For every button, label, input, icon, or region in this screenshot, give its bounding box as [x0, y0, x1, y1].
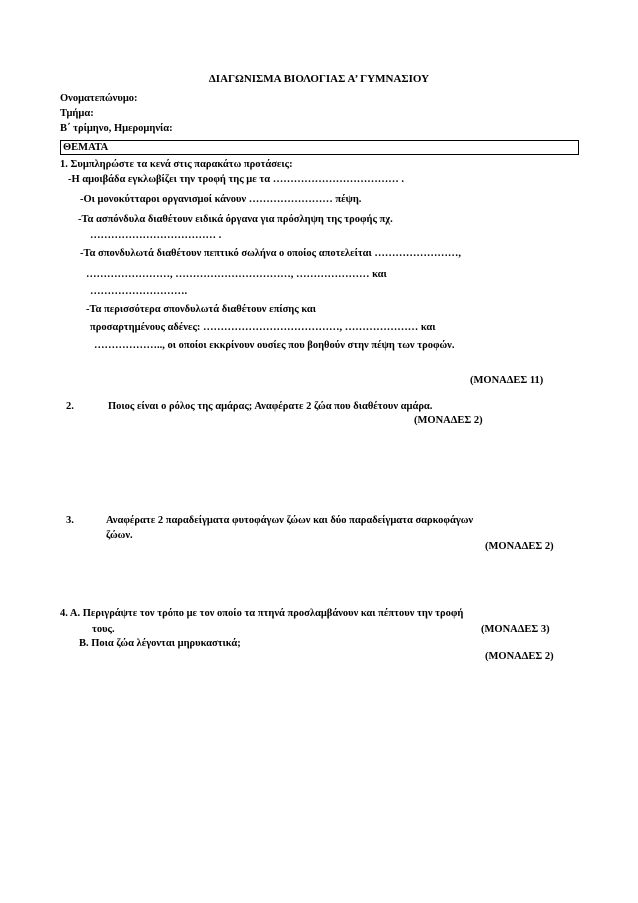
q1-line2: -Οι μονοκύτταροι οργανισμοί κάνουν …………………… πέψη.	[80, 194, 362, 205]
exam-title: ΔΙΑΓΩΝΙΣΜΑ ΒΙΟΛΟΓΙΑΣ Α’ ΓΥΜΝΑΣΙΟΥ	[208, 73, 430, 85]
q4a-text-line2: τους.	[92, 624, 115, 635]
q4b-text: Β. Ποια ζώα λέγονται μηρυκαστικά;	[79, 638, 241, 649]
q1-marks: (ΜΟΝΑΔΕΣ 11)	[470, 375, 544, 386]
q1-line1: -Η αμοιβάδα εγκλωβίζει την τροφή της με τα ……………………………… .	[68, 174, 404, 185]
q1-line7: ……………………….	[90, 286, 188, 297]
class-label: Τμήμα:	[60, 108, 94, 119]
q2-number: 2.	[66, 401, 74, 412]
q4a-text-line1: 4. Α. Περιγράψτε τον τρόπο με τον οποίο τα πτηνά προσλαμβάνουν και πέπτουν την τροφή	[60, 608, 464, 619]
section-box	[60, 140, 579, 155]
q1-line4: ……………………………… .	[90, 230, 222, 241]
q3-number: 3.	[66, 515, 74, 526]
q3-text-line2: ζώων.	[106, 530, 133, 541]
q1-line6: ……………………, ……………………………, ………………… και	[86, 269, 387, 280]
q2-text: Ποιος είναι ο ρόλος της αμάρας; Αναφέρατε 2 ζώα που διαθέτουν αμάρα.	[108, 401, 433, 412]
q4b-marks: (ΜΟΝΑΔΕΣ 2)	[485, 651, 554, 662]
q2-marks: (ΜΟΝΑΔΕΣ 2)	[414, 415, 483, 426]
q4a-marks: (ΜΟΝΑΔΕΣ 3)	[481, 624, 550, 635]
q1-line5: -Τα σπονδυλωτά διαθέτουν πεπτικό σωλήνα ο οποίος αποτελείται ……………………,	[80, 248, 462, 259]
q1-line8: -Τα περισσότερα σπονδυλωτά διαθέτουν επίσης και	[86, 304, 316, 315]
q1-intro: 1. Συμπληρώστε τα κενά στις παρακάτω προτάσεις:	[60, 159, 293, 170]
term-date-label: Β΄ τρίμηνο, Ημερομηνία:	[60, 123, 173, 134]
q1-line10: ……………….., οι οποίοι εκκρίνουν ουσίες που βοηθούν στην πέψη των τροφών.	[94, 340, 455, 351]
q1-line3: -Τα ασπόνδυλα διαθέτουν ειδικά όργανα για πρόσληψη της τροφής πχ.	[78, 214, 393, 225]
section-label: ΘΕΜΑΤΑ	[63, 142, 109, 153]
q1-line9: προσαρτημένους αδένες: …………………………………, ………………… και	[90, 322, 436, 333]
q3-marks: (ΜΟΝΑΔΕΣ 2)	[485, 541, 554, 552]
name-label: Ονοματεπώνυμο:	[60, 93, 138, 104]
q3-text-line1: Αναφέρατε 2 παραδείγματα φυτοφάγων ζώων και δύο παραδείγματα σαρκοφάγων	[106, 515, 474, 526]
